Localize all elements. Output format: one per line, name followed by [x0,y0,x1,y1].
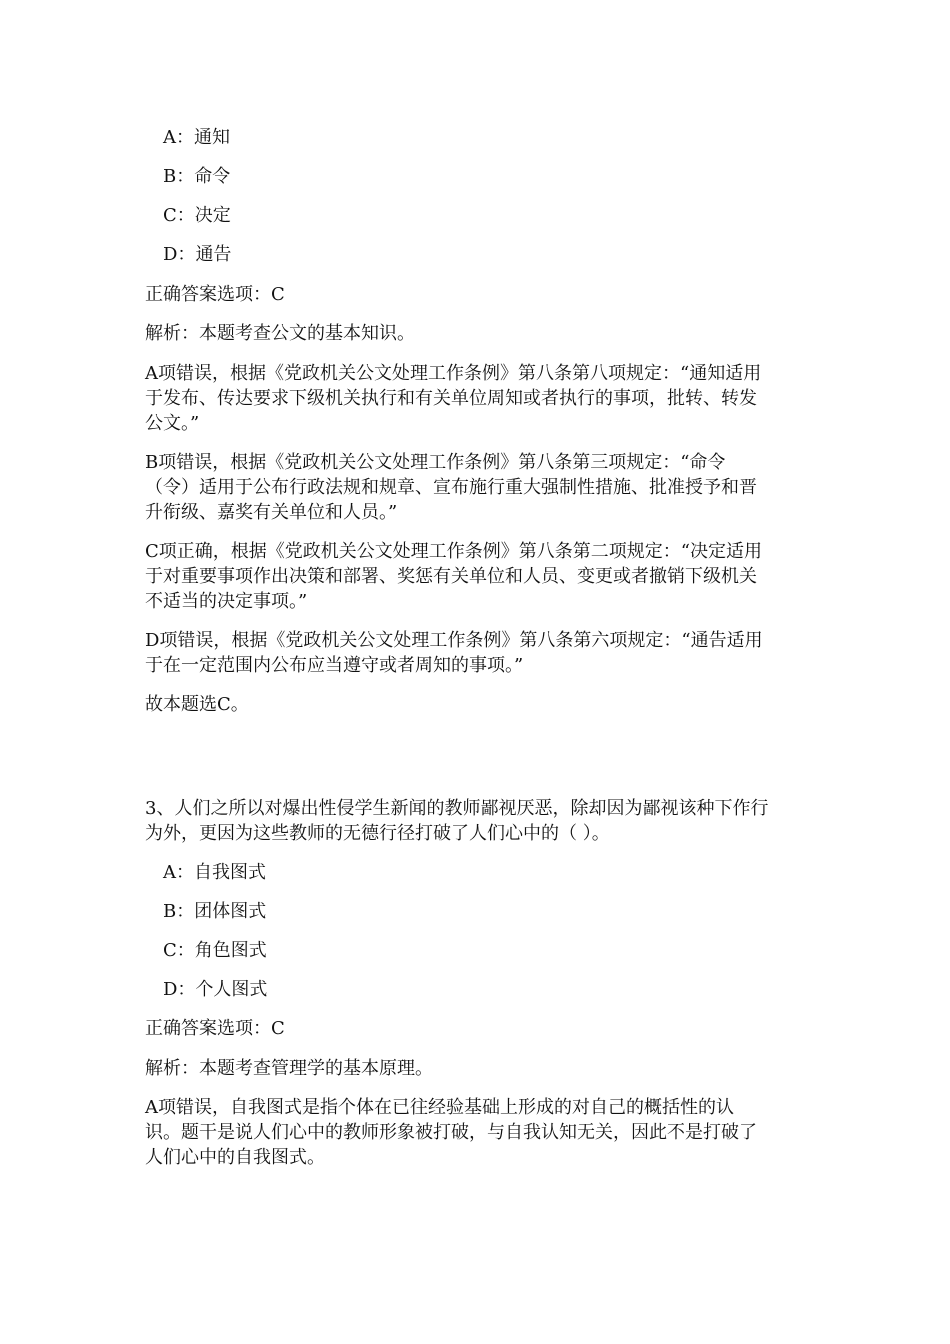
q2-option-d [163,242,833,267]
q2-option-b [163,164,833,189]
option-text: 通知 [194,127,230,148]
q2-explanation-d-line2: 于在一定范围内公布应当遵守或者周知的事项。” [145,655,524,676]
option-text: 决定 [194,205,231,226]
option-letter: B： [163,901,195,922]
q2-option-a [163,125,833,150]
option-letter: C： [163,205,195,226]
q2-answer: 正确答案选项：C [145,284,285,305]
q3-option-a [163,860,833,885]
q3-option-b [163,899,833,924]
q2-explanation-a-line2: 于发布、传达要求下级机关执行和有关单位周知或者执行的事项，批转、转发 [145,388,757,409]
q3-option-d [163,977,833,1002]
option-text: 通告 [195,244,232,265]
q2-explanation-a-line1: A项错误，根据《党政机关公文处理工作条例》第八条第八项规定：“通知适用 [145,363,762,384]
q3-analysis-title: 解析：本题考查管理学的基本原理。 [145,1058,433,1079]
q2-explanation-b-line2: （令）适用于公布行政法规和规章、宣布施行重大强制性措施、批准授予和晋 [145,477,757,498]
option-text: 自我图式 [194,862,266,883]
q2-explanation-a-line3: 公文。” [145,413,200,434]
option-text: 角色图式 [194,940,267,961]
q3-explanation-a-line1: A项错误，自我图式是指个体在已往经验基础上形成的对自己的概括性的认 [145,1097,734,1118]
option-letter: A： [163,862,194,883]
q3-explanation-a-line3: 人们心中的自我图式。 [145,1147,325,1168]
q2-explanation-c-line3: 不适当的决定事项。” [145,591,308,612]
q3-explanation-a-line2: 识。题干是说人们心中的教师形象被打破，与自我认知无关，因此不是打破了 [145,1122,757,1143]
q3-question-line2: 为外，更因为这些教师的无德行径打破了人们心中的（ ）。 [145,823,610,844]
q2-explanation-c-line2: 于对重要事项作出决策和部署、奖惩有关单位和人员、变更或者撤销下级机关 [145,566,757,587]
q2-option-c [163,203,833,228]
option-letter: D： [163,979,196,1000]
q2-analysis-title: 解析：本题考查公文的基本知识。 [145,323,415,344]
q2-conclusion: 故本题选C。 [145,694,249,715]
q3-answer: 正确答案选项：C [145,1018,285,1039]
option-letter: A： [163,127,194,148]
q2-explanation-b-line3: 升衔级、嘉奖有关单位和人员。” [145,502,398,523]
q2-explanation-d-line1: D项错误，根据《党政机关公文处理工作条例》第八条第六项规定：“通告适用 [145,630,763,651]
option-letter: B： [163,166,195,187]
option-letter: D： [163,244,196,265]
q3-question-line1: 3、人们之所以对爆出性侵学生新闻的教师鄙视厌恶，除却因为鄙视该种下作行 [145,798,769,819]
q3-option-c [163,938,833,963]
option-text: 团体图式 [194,901,267,922]
q2-explanation-b-line1: B项错误，根据《党政机关公文处理工作条例》第八条第三项规定：“命令 [145,452,726,473]
option-letter: C： [163,940,195,961]
option-text: 个人图式 [195,979,268,1000]
option-text: 命令 [194,166,231,187]
q2-explanation-c-line1: C项正确，根据《党政机关公文处理工作条例》第八条第二项规定：“决定适用 [145,541,762,562]
